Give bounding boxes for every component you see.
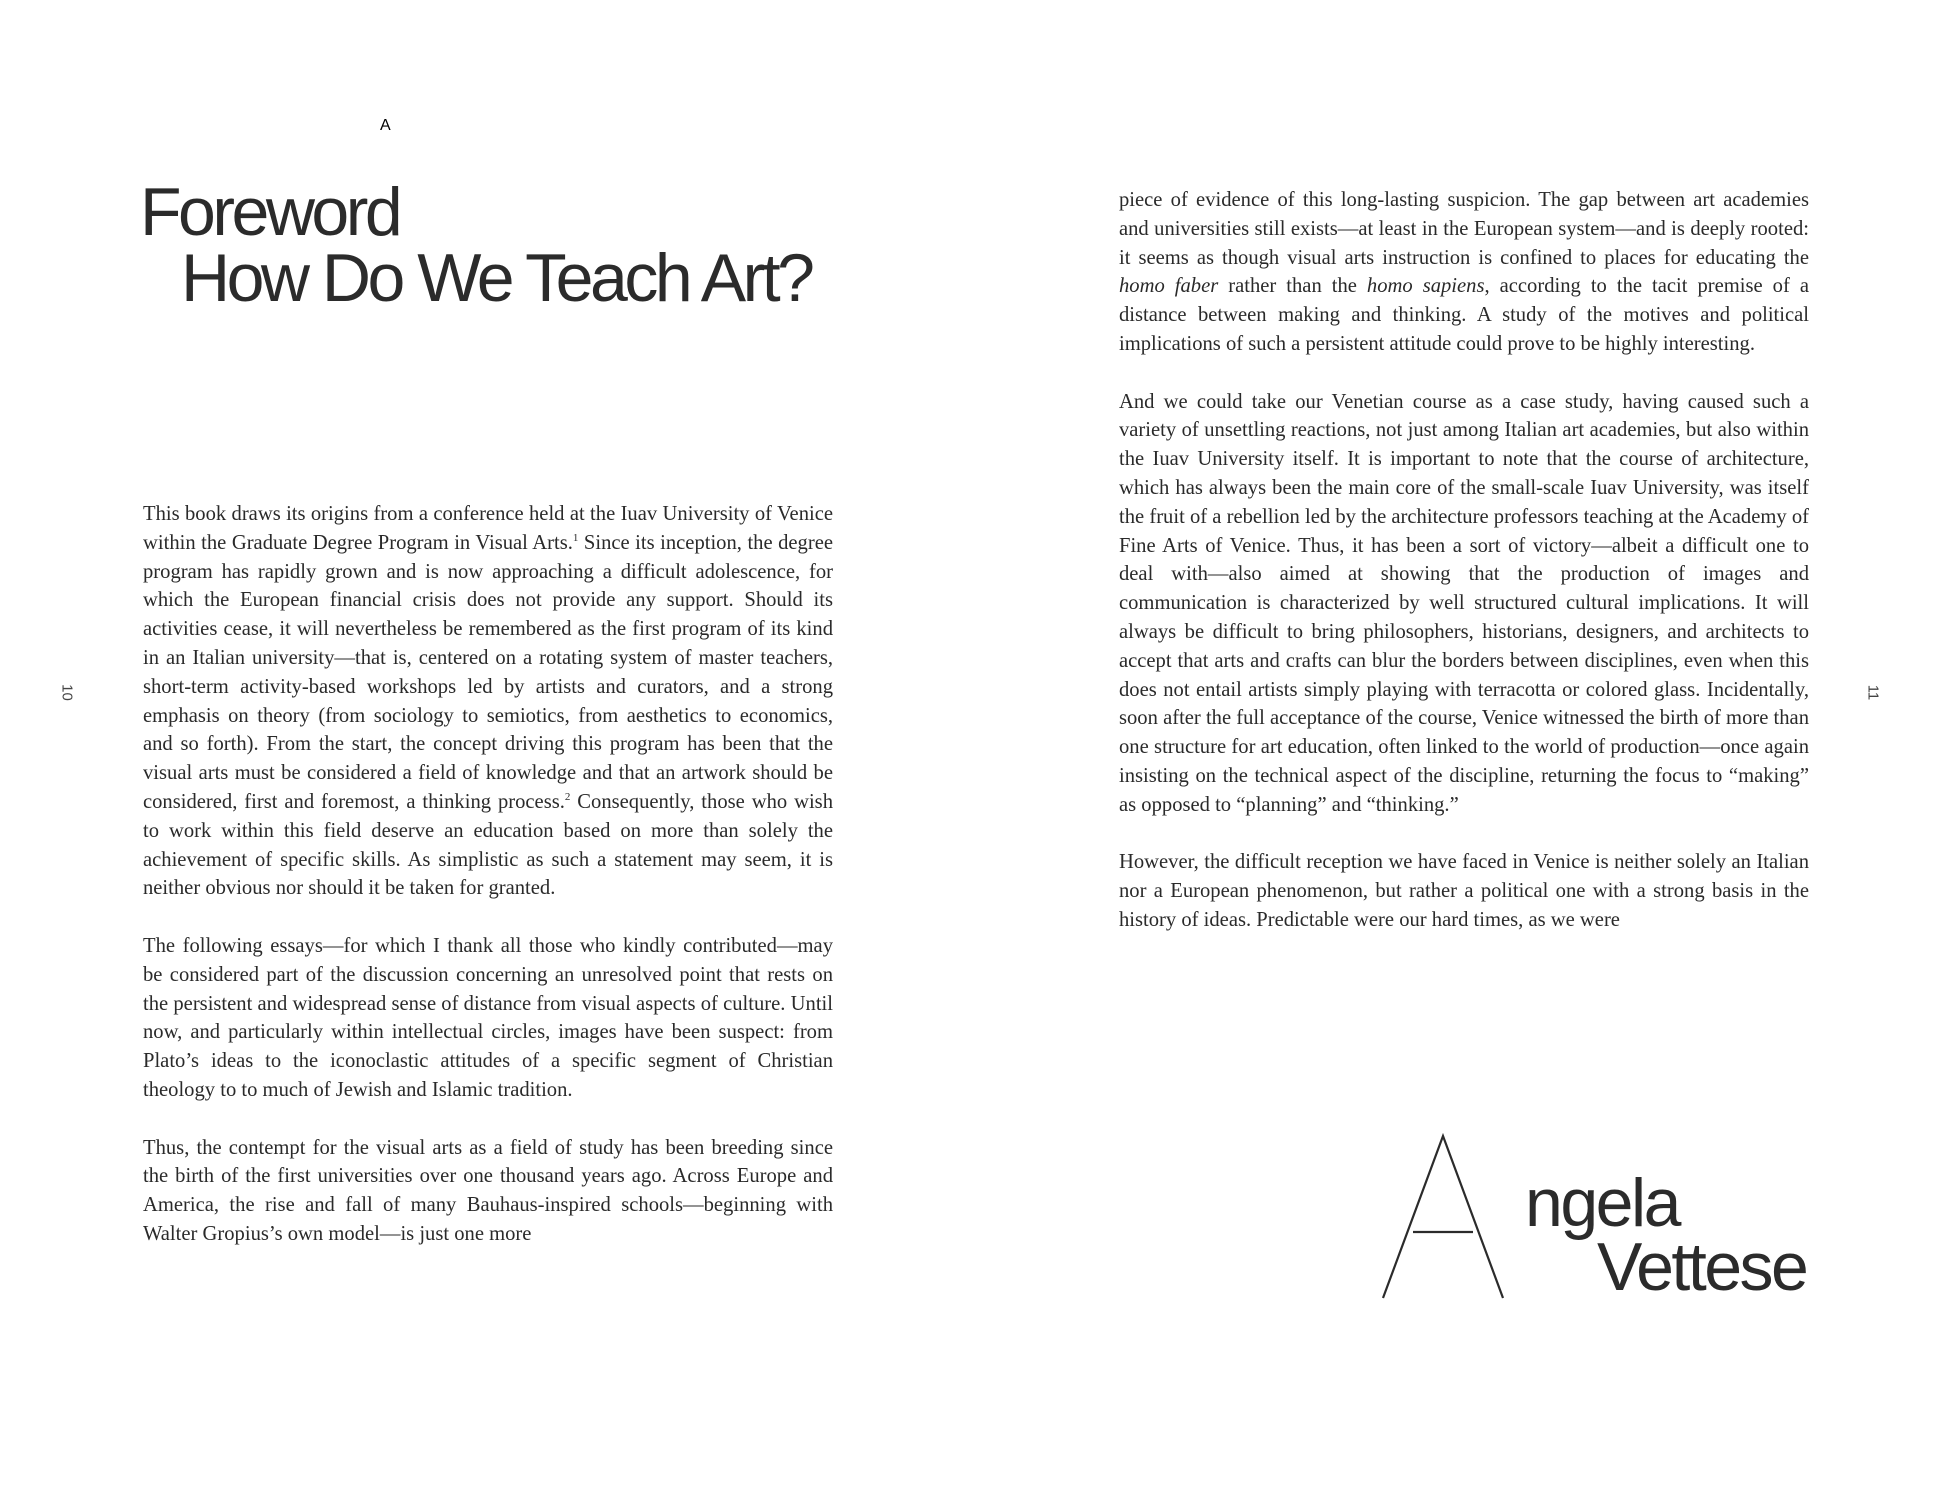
right-body-text — [1119, 186, 1809, 935]
footnote-marker[interactable]: 1 — [572, 531, 579, 544]
paragraph — [1119, 186, 1809, 359]
chapter-subtitle: How Do We Teach Art? — [181, 240, 812, 316]
page-number-right: 11 — [1864, 684, 1882, 701]
author-first-name: ngela — [1525, 1165, 1679, 1241]
italic-term: homo faber — [1119, 275, 1219, 298]
page-number-left: 10 — [58, 684, 76, 701]
paragraph-text: rather than the — [1218, 275, 1367, 298]
paragraph-text: Consequently, those who wish to work within this field deserve an education based on more than solely the achievement of specific skills. As simplistic as such a statement may seem, it is neither obvious nor should it be taken for granted. — [143, 790, 833, 900]
italic-term: homo sapiens — [1366, 275, 1485, 298]
paragraph-text: Since its inception, the degree program has rapidly grown and is now approaching a difficult adolescence, for which the European financial crisis does not provide any support. Should its activities cease, it will nevertheless be remembered as the first program of its kind in an Italian university—that is, centered on a rotating system of master teachers, short-term activity-based workshops led by artists and curators, and a strong emphasis on theory (from sociology to semiotics, from aesthetics to economics, and so forth). From the start, the concept driving this program has been that the visual arts must be considered a field of knowledge and that an artwork should be considered, first and foremost, a thinking process. — [143, 531, 833, 813]
paragraph: The following essays—for which I thank all those who kindly contributed—may be considered part of the discussion concerning an unresolved point that rests on the persistent and widespread sense of distance from visual aspects of culture. Until now, and particularly within intellectual circles, images have been suspect: from Plato’s ideas to the iconoclastic attitudes of a specific segment of Christian theology to to much of Jewish and Islamic tradition. — [143, 934, 833, 1101]
left-page — [0, 0, 970, 1500]
author-initial-text: A — [380, 117, 391, 134]
footnote-marker[interactable]: 2 — [564, 790, 571, 803]
paragraph-text: piece of evidence of this long-lasting suspicion. The gap between art academies and universities still exists—at least in the European system—and is deeply rooted: it seems as though visual arts instruction is confined to places for educating the — [1119, 189, 1809, 269]
paragraph: Thus, the contempt for the visual arts as a field of study has been breeding since the birth of the first universities over one thousand years ago. Across Europe and America, the rise and fall of many Bauhaus-inspired schools—beginning with Walter Gropius’s own model—is just one more — [143, 1136, 833, 1245]
paragraph: And we could take our Venetian course as a case study, having caused such a variety of unsettling reactions, not just among Italian art academies, but also within the Iuav University itself. It is important to note that the course of architecture, which has always been the main core of the small-scale Iuav University, was itself the fruit of a rebellion led by the architecture professors teaching at the Academy of Fine Arts of Venice. Thus, it has been a sort of victory—albeit a difficult one to deal with—also aimed at showing that the production of images and communication is characterized by well structured cultural implications. It will always be difficult to bring philosophers, historians, designers, and architects to accept that arts and crafts can blur the borders between disciplines, even when this does not entail artists simply playing with terracotta or colored glass. Incidentally, soon after the full acceptance of the course, Venice witnessed the birth of more than one structure for art education, often linked to the world of production—once again insisting on the technical aspect of the discipline, returning the focus to “making” as opposed to “planning” and “thinking.” — [1119, 390, 1809, 816]
left-body-text — [143, 500, 833, 1249]
paragraph-text: , according to the tacit premise of a distance between making and thinking. A study of the motives and political implications of such a persistent attitude could prove to be highly interesting. — [1119, 275, 1809, 355]
chapter-title: Foreword — [140, 174, 400, 250]
paragraph-text: This book draws its origins from a conference held at the Iuav University of Venice within the Graduate Degree Program in Visual Arts. — [143, 503, 833, 554]
author-last-name: Vettese — [1597, 1229, 1807, 1305]
paragraph — [143, 500, 833, 903]
paragraph: However, the difficult reception we have faced in Venice is neither solely an Italian nor a European phenomenon, but rather a political one with a strong basis in the history of ideas. Predictable were our hard times, as we were — [1119, 851, 1809, 931]
